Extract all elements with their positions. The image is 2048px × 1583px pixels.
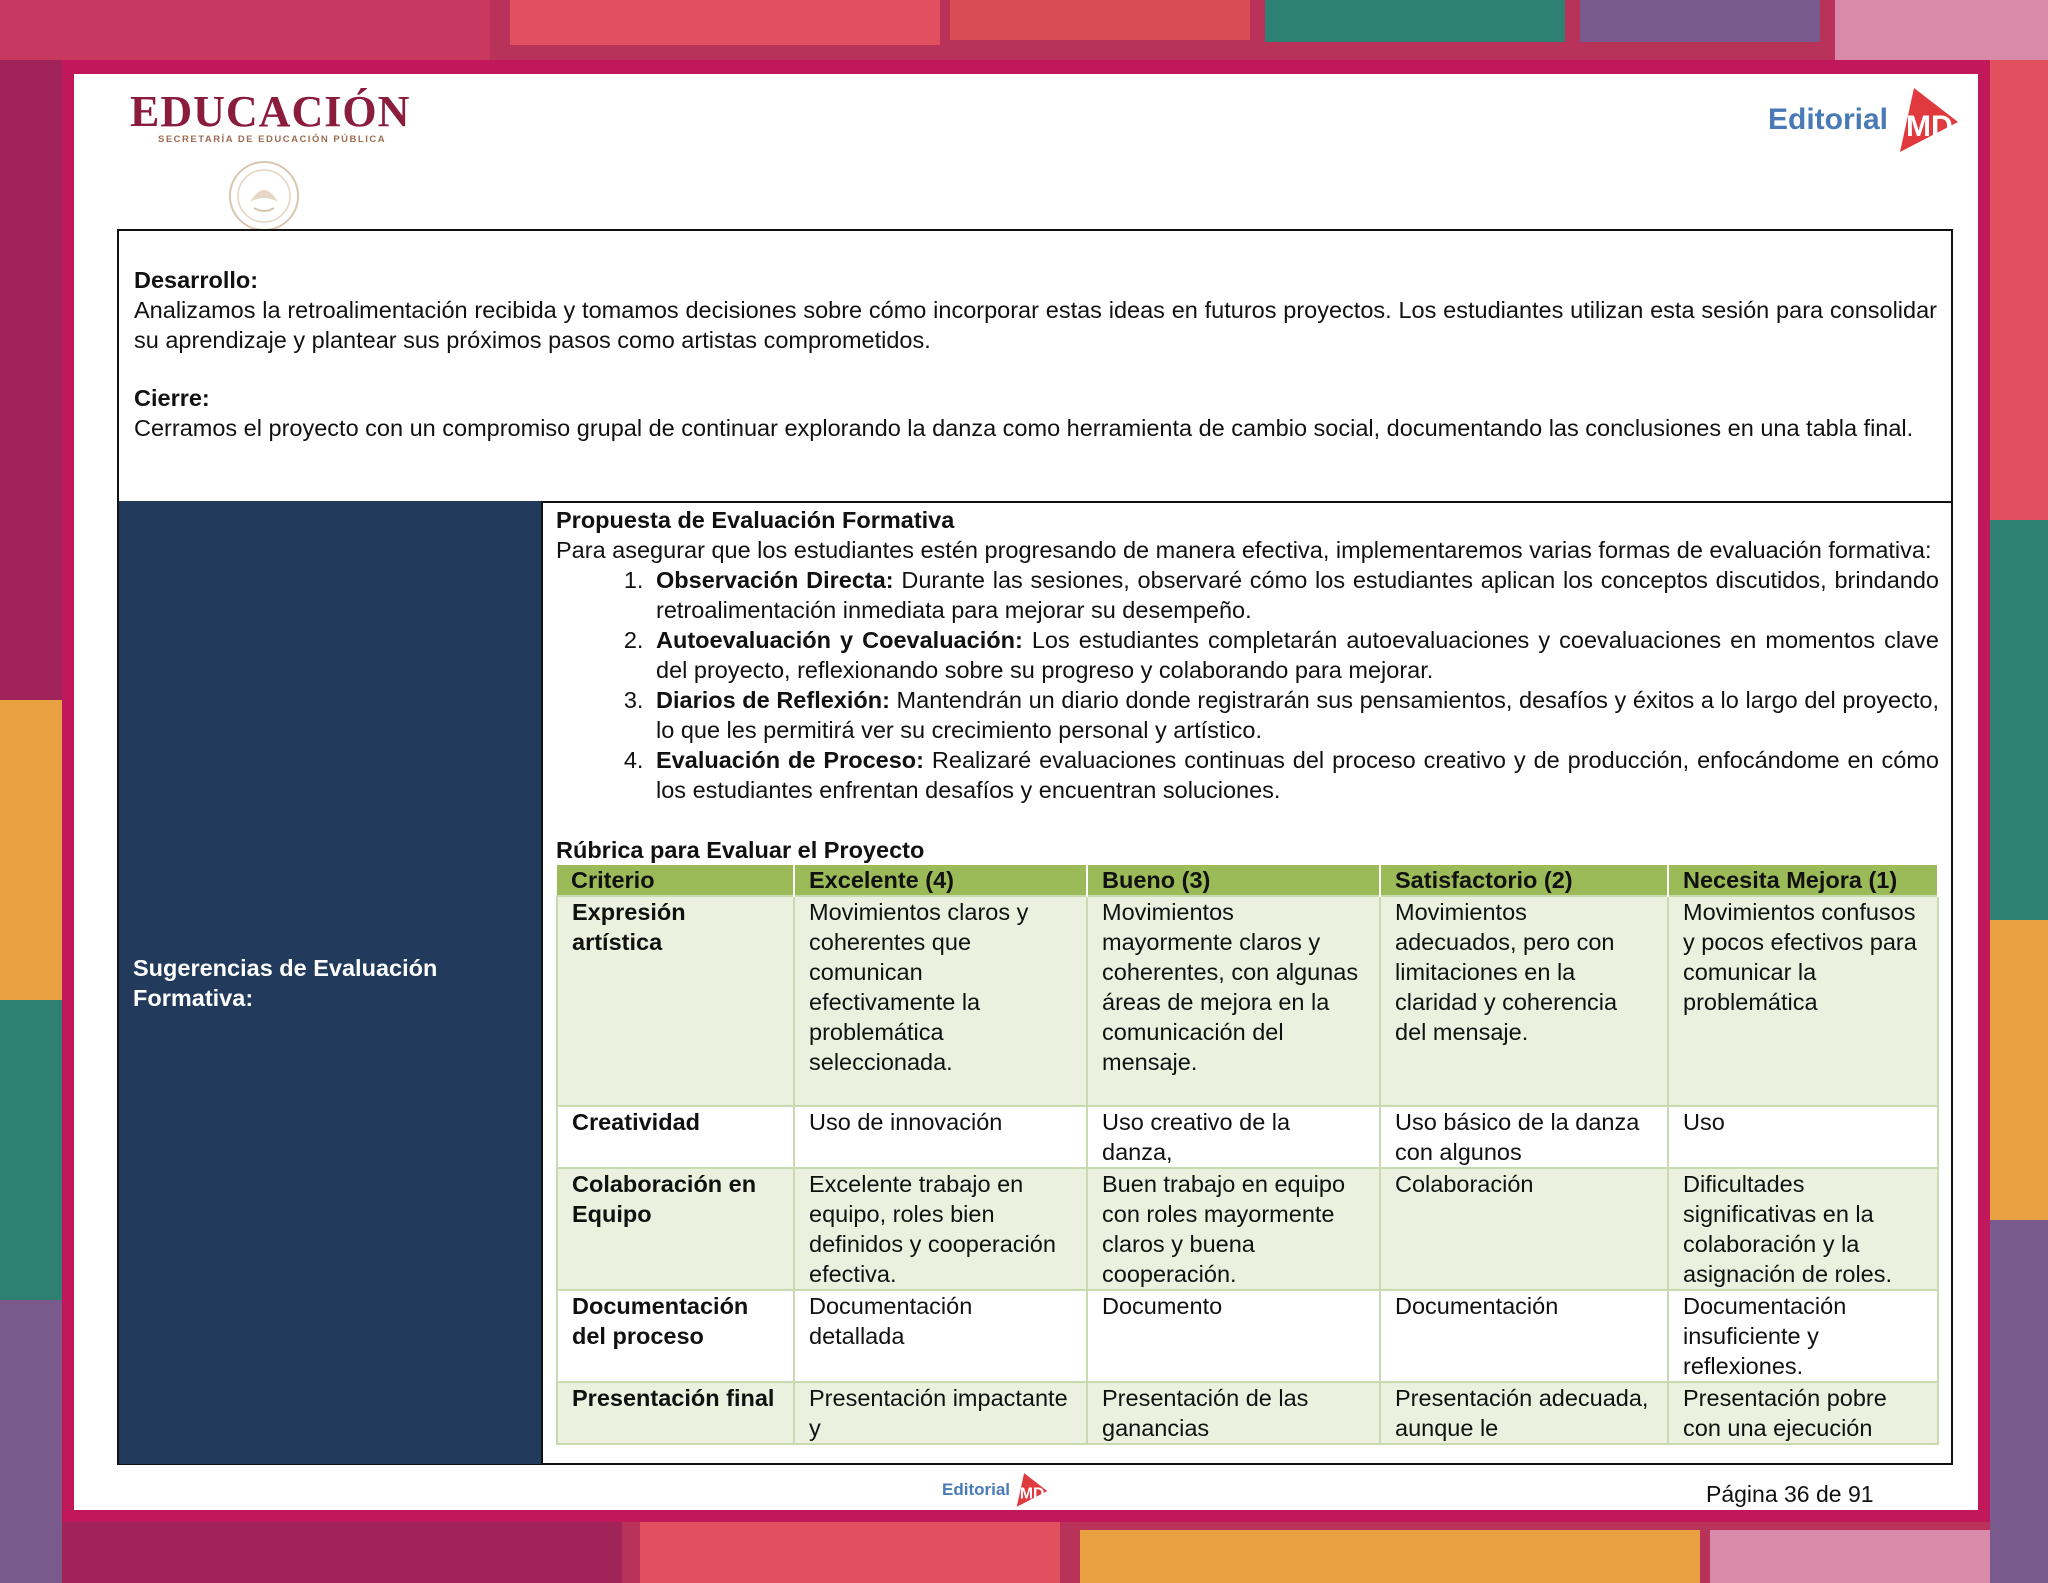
- table-row: [557, 1290, 1938, 1382]
- cierre-heading: Cierre:: [134, 385, 210, 411]
- list-item: 4. Evaluación de Proceso: Realizaré evaluaciones continuas del proceso creativo y de producción, enfocándome en cómo los estudiantes enfrentan desafíos y encuentran soluciones.: [650, 745, 1939, 805]
- editorial-md-logo: Editorial MD: [1768, 80, 1964, 160]
- rubric-cell: Documentación detallada: [794, 1290, 1087, 1382]
- rubric-cell: Movimientos confusos y pocos efectivos para comunicar la problemática: [1668, 896, 1938, 1106]
- lesson-plan-table: [117, 229, 1953, 1465]
- rubric-cell: Uso: [1668, 1106, 1938, 1168]
- bg-block: [1990, 520, 2048, 920]
- rubric-cell: Presentación de las ganancias: [1087, 1382, 1380, 1444]
- bg-block: [0, 1000, 62, 1300]
- svg-text:MD: MD: [1019, 1485, 1045, 1503]
- bg-block: [0, 1300, 62, 1583]
- table-row: [557, 1106, 1938, 1168]
- rubric-title: Rúbrica para Evaluar el Proyecto: [556, 837, 925, 863]
- rubric-header-cell: Excelente (4): [794, 865, 1087, 896]
- rubric-header-cell: Bueno (3): [1087, 865, 1380, 896]
- rubric-cell: Presentación adecuada, aunque le: [1380, 1382, 1668, 1444]
- rubric-criterion: Colaboración en Equipo: [557, 1168, 794, 1290]
- evaluation-title: Propuesta de Evaluación Formativa: [556, 507, 955, 533]
- rubric-cell: Dificultades significativas en la colaboración y la asignación de roles.: [1668, 1168, 1938, 1290]
- rubric-criterion: Expresión artística: [557, 896, 794, 1106]
- bg-block: [0, 700, 62, 1000]
- bg-block: [950, 0, 1250, 40]
- rubric-header-cell: Satisfactorio (2): [1380, 865, 1668, 896]
- list-item: 1. Observación Directa: Durante las sesiones, observaré cómo los estudiantes aplican los conceptos discutidos, brindando retroalimentación inmediata para mejorar su desempeño.: [650, 565, 1939, 625]
- rubric-header-cell: Necesita Mejora (1): [1668, 865, 1938, 896]
- list-item: 2. Autoevaluación y Coevaluación: Los estudiantes completarán autoevaluaciones y coevaluaciones en momentos clave del proyecto, reflexionando sobre su progreso y colaborando para mejorar.: [650, 625, 1939, 685]
- list-item: 3. Diarios de Reflexión: Mantendrán un diario donde registrarán sus pensamientos, desafíos y éxitos a lo largo del proyecto, lo que les permitirá ver su crecimiento personal y artístico.: [650, 685, 1939, 745]
- evaluation-label-cell: [119, 501, 543, 1464]
- bg-block: [0, 60, 62, 700]
- svg-text:MD: MD: [1906, 110, 1953, 143]
- rubric-cell: Uso creativo de la danza,: [1087, 1106, 1380, 1168]
- sep-logo-title: EDUCACIÓN: [130, 87, 411, 136]
- footer-editorial-logo: Editorial MD: [942, 1470, 1051, 1510]
- rubric-cell: Documentación: [1380, 1290, 1668, 1382]
- rubric-cell: Movimientos adecuados, pero con limitaciones en la claridad y coherencia del mensaje.: [1380, 896, 1668, 1106]
- desarrollo-heading: Desarrollo:: [134, 267, 259, 293]
- evaluation-intro: Para asegurar que los estudiantes estén progresando de manera efectiva, implementaremos varias formas de evaluación formativa:: [556, 537, 1932, 563]
- bg-block: [1265, 0, 1565, 42]
- table-row: [557, 1382, 1938, 1444]
- evaluation-content-cell: [543, 501, 1951, 1464]
- bg-block: [640, 1522, 1060, 1583]
- evaluation-label: Sugerencias de Evaluación Formativa:: [133, 955, 438, 1011]
- rubric-cell: Excelente trabajo en equipo, roles bien definidos y cooperación efectiva.: [794, 1168, 1087, 1290]
- rubric-table: [556, 865, 1939, 1445]
- rubric-cell: Presentación pobre con una ejecución: [1668, 1382, 1938, 1444]
- development-closure-section: [119, 231, 1951, 503]
- rubric-criterion: Presentación final: [557, 1382, 794, 1444]
- rubric-criterion: Documentación del proceso: [557, 1290, 794, 1382]
- bg-block: [0, 0, 490, 60]
- rubric-cell: Colaboración: [1380, 1168, 1668, 1290]
- bg-block: [1835, 0, 2048, 60]
- evaluation-list: [556, 565, 1939, 805]
- rubric-cell: Buen trabajo en equipo con roles mayormente claros y buena cooperación.: [1087, 1168, 1380, 1290]
- bg-block: [62, 1522, 622, 1583]
- rubric-cell: Documento: [1087, 1290, 1380, 1382]
- page-number: Página 36 de 91: [1706, 1481, 1874, 1507]
- bg-block: [1990, 920, 2048, 1220]
- rubric-criterion: Creatividad: [557, 1106, 794, 1168]
- rubric-header-cell: Criterio: [557, 865, 794, 896]
- bg-block: [1580, 0, 1820, 42]
- rubric-cell: Presentación impactante y: [794, 1382, 1087, 1444]
- cierre-text: Cerramos el proyecto con un compromiso grupal de continuar explorando la danza como herramienta de cambio social, documentando las conclusiones en una tabla final.: [134, 415, 1914, 441]
- table-row: [557, 1168, 1938, 1290]
- bg-block: [1080, 1530, 1700, 1583]
- rubric-cell: Uso básico de la danza con algunos: [1380, 1106, 1668, 1168]
- bg-block: [1990, 1220, 2048, 1583]
- national-seal-icon: [226, 158, 302, 234]
- md-logo-icon: [1894, 82, 1964, 158]
- rubric-cell: Documentación insuficiente y reflexiones.: [1668, 1290, 1938, 1382]
- rubric-header-row: [557, 865, 1938, 896]
- bg-block: [1710, 1530, 1990, 1583]
- bg-block: [510, 0, 940, 45]
- md-logo-icon: [1013, 1470, 1051, 1510]
- rubric-cell: Movimientos mayormente claros y coherentes, con algunas áreas de mejora en la comunicación del mensaje.: [1087, 896, 1380, 1106]
- bg-block: [1990, 60, 2048, 520]
- desarrollo-text: Analizamos la retroalimentación recibida y tomamos decisiones sobre cómo incorporar estas ideas en futuros proyectos. Los estudiantes utilizan esta sesión para consolidar su aprendizaje y plantear sus próximos pasos como artistas comprometidos.: [134, 297, 1937, 353]
- rubric-cell: Uso de innovación: [794, 1106, 1087, 1168]
- rubric-cell: Movimientos claros y coherentes que comunican efectivamente la problemática seleccionada.: [794, 896, 1087, 1106]
- table-row: [557, 896, 1938, 1106]
- sep-logo-subtitle: SECRETARÍA DE EDUCACIÓN PÚBLICA: [158, 134, 387, 145]
